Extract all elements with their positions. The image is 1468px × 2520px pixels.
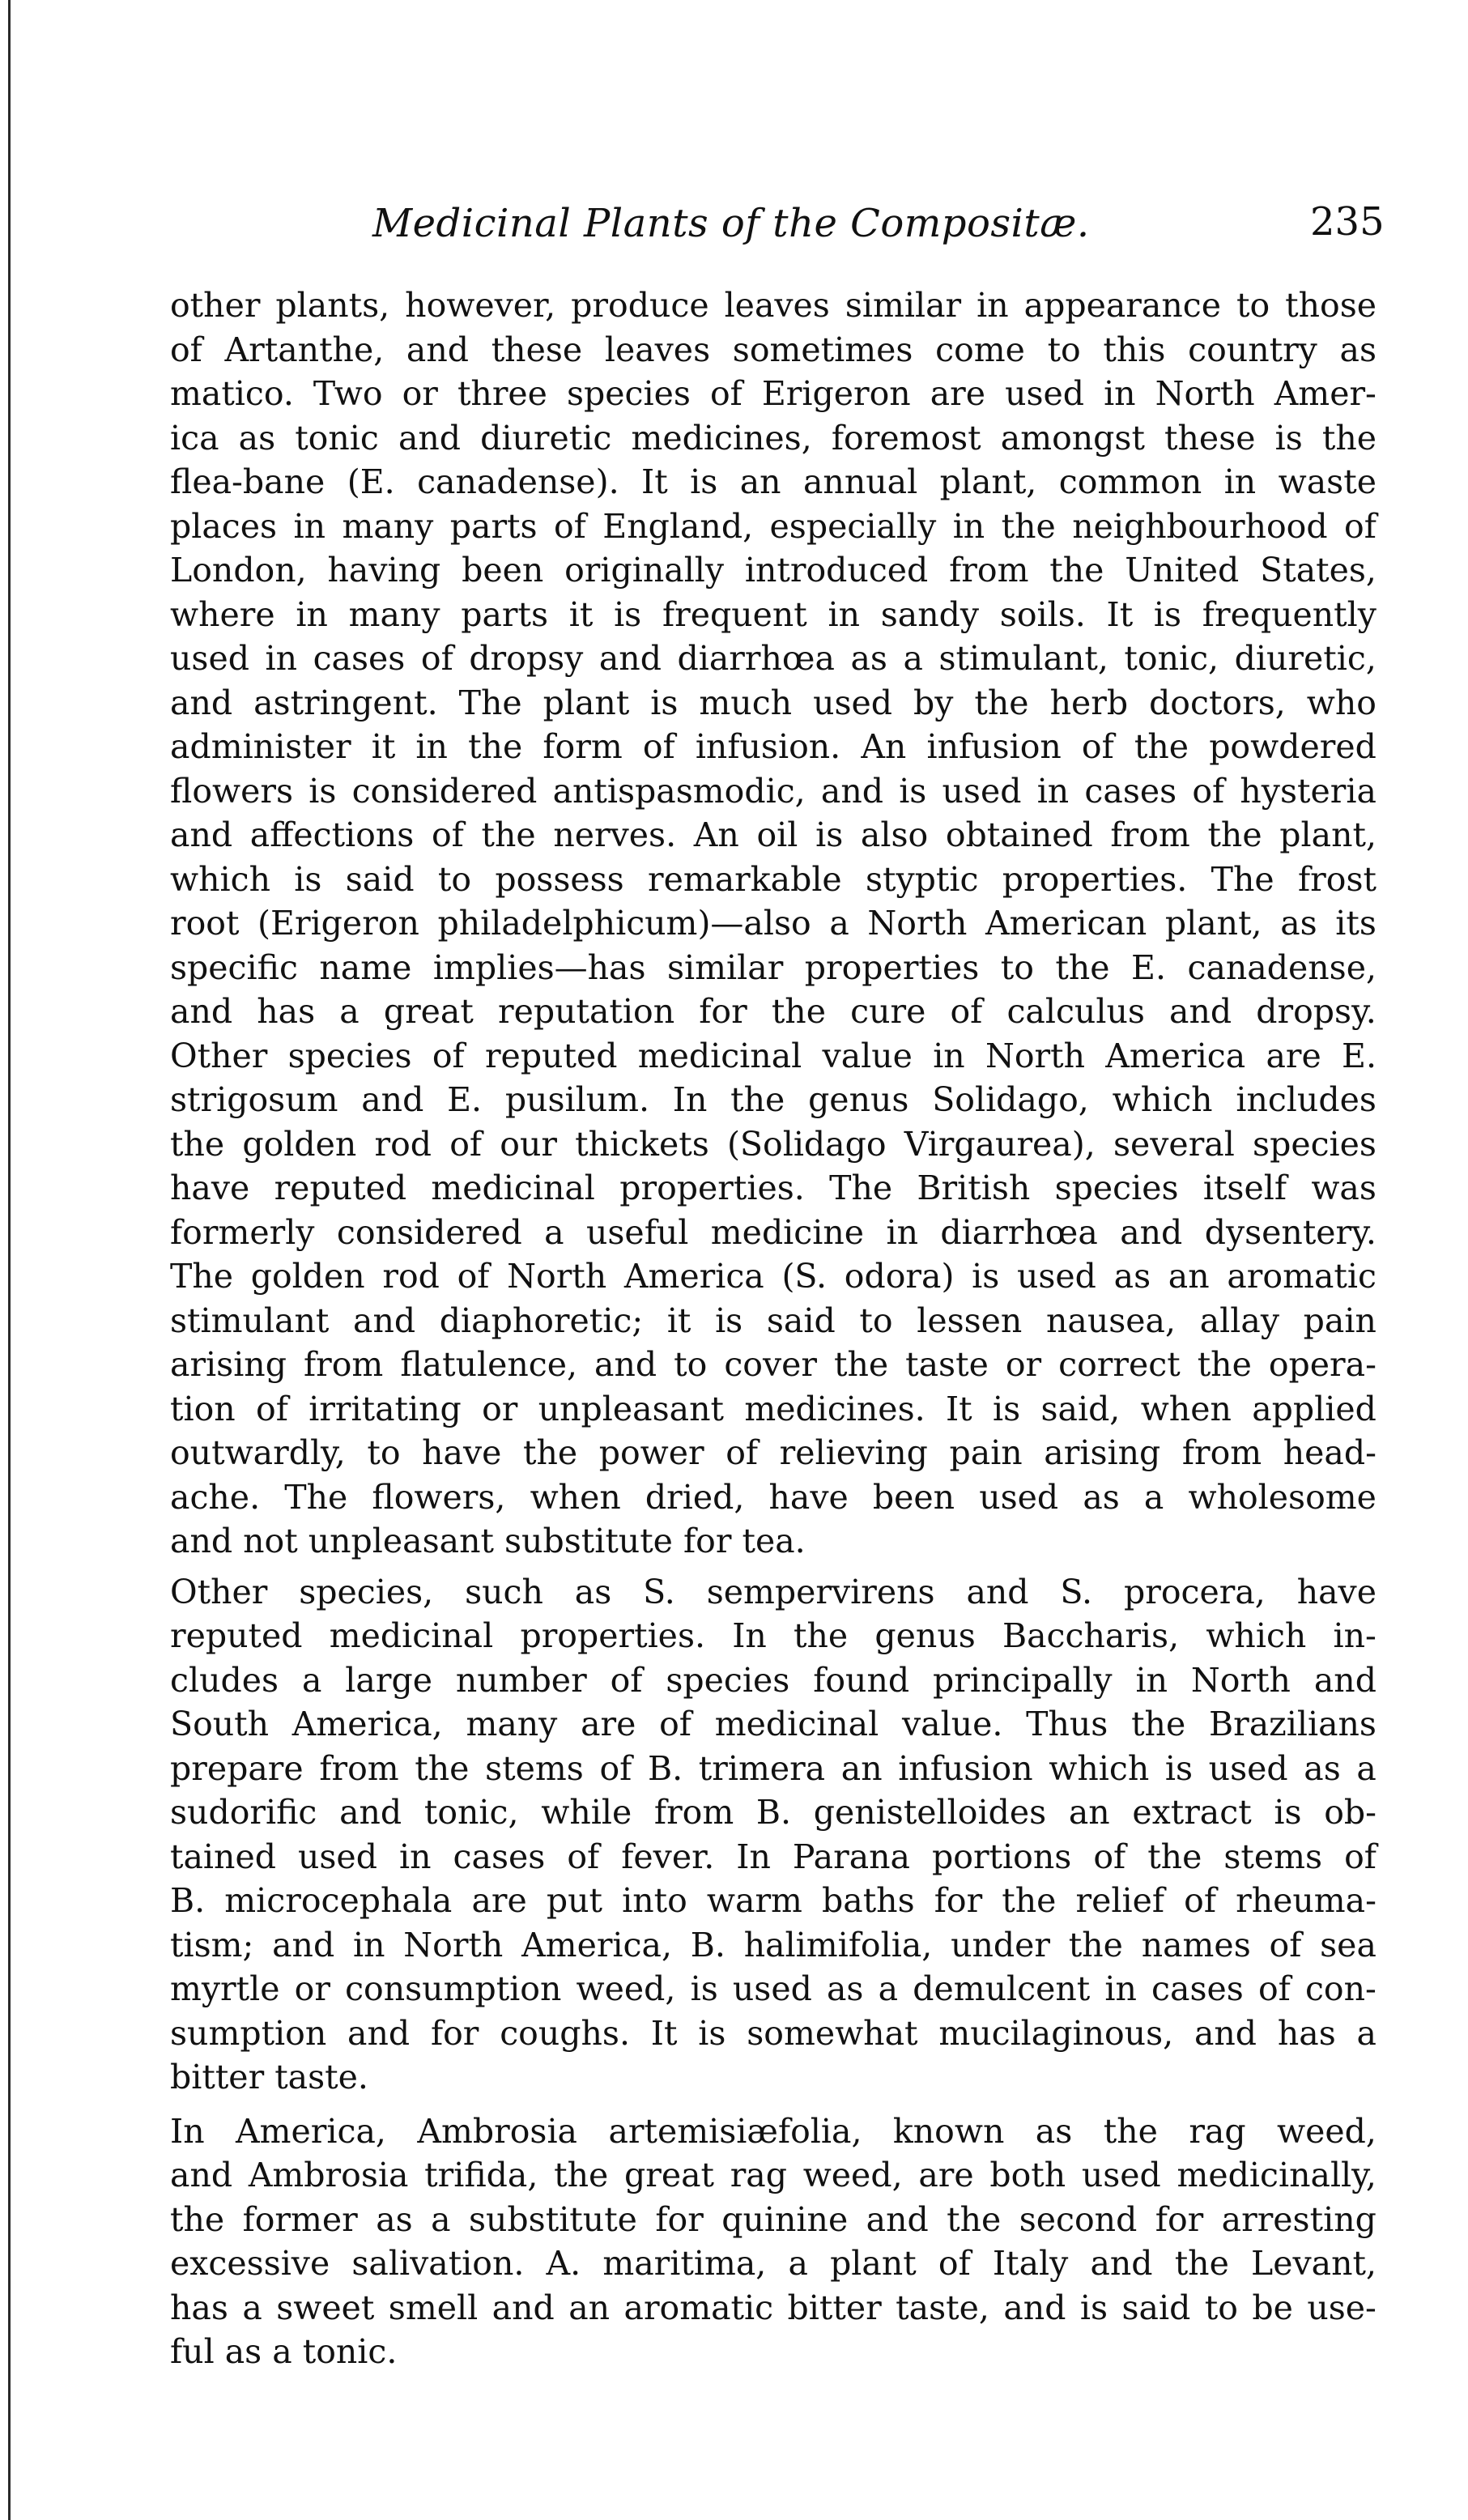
text-line: excessive salivation. A. maritima, a plant of Italy and the Levant, bbox=[170, 2244, 1377, 2283]
text-line: places in many parts of England, especially in the neighbourhood of bbox=[170, 506, 1377, 546]
text-line: Other species, such as S. sempervirens and S. procera, have bbox=[170, 1572, 1377, 1611]
text-line: administer it in the form of infusion. An infusion of the powdered bbox=[170, 727, 1377, 766]
text-line: cludes a large number of species found principally in North and bbox=[170, 1660, 1377, 1700]
paragraph bbox=[170, 1570, 1377, 2100]
paragraph bbox=[170, 283, 1377, 1564]
text-line: has a sweet smell and an aromatic bitter taste, and is said to be use- bbox=[170, 2288, 1377, 2327]
text-line: ache. The flowers, when dried, have been used as a wholesome bbox=[170, 1477, 1377, 1517]
running-title: Medicinal Plants of the Compositæ. bbox=[372, 201, 1090, 246]
text-line: flea-bane (E. canadense). It is an annual plant, common in waste bbox=[170, 462, 1377, 501]
text-line: tism; and in North America, B. halimifolia, under the names of sea bbox=[170, 1925, 1377, 1964]
text-line: of Artanthe, and these leaves sometimes come to this country as bbox=[170, 330, 1377, 369]
text-line: flowers is considered antispasmodic, and is used in cases of hysteria bbox=[170, 771, 1377, 811]
text-line: and affections of the nerves. An oil is also obtained from the plant, bbox=[170, 815, 1377, 854]
text-line: specific name implies—has similar properties to the E. canadense, bbox=[170, 947, 1377, 987]
text-line: and not unpleasant substitute for tea. bbox=[170, 1522, 806, 1560]
text-line: ful as a tonic. bbox=[170, 2332, 398, 2371]
text-line: myrtle or consumption weed, is used as a demulcent in cases of con- bbox=[170, 1969, 1377, 2008]
text-line: reputed medicinal properties. In the genus Baccharis, which in- bbox=[170, 1616, 1377, 1655]
text-line: formerly considered a useful medicine in diarrhœa and dysentery. bbox=[170, 1212, 1377, 1252]
text-line: stimulant and diaphoretic; it is said to lessen nausea, allay pain bbox=[170, 1300, 1377, 1340]
text-line: where in many parts it is frequent in sandy soils. It is frequently bbox=[170, 594, 1377, 634]
text-line: strigosum and E. pusilum. In the genus Solidago, which includes bbox=[170, 1080, 1377, 1119]
text-line: root (Erigeron philadelphicum)—also a North American plant, as its bbox=[170, 904, 1377, 943]
text-line: and astringent. The plant is much used by the herb doctors, who bbox=[170, 683, 1377, 722]
text-line: prepare from the stems of B. trimera an infusion which is used as a bbox=[170, 1748, 1377, 1788]
text-line: sumption and for coughs. It is somewhat mucilaginous, and has a bbox=[170, 2013, 1377, 2053]
text-line: and Ambrosia trifida, the great rag weed, are both used medicinally, bbox=[170, 2156, 1377, 2194]
page-number: 235 bbox=[1310, 199, 1385, 245]
text-line: tion of irritating or unpleasant medicines. It is said, when applied bbox=[170, 1389, 1377, 1428]
text-line: the former as a substitute for quinine and the second for arresting bbox=[170, 2199, 1377, 2239]
text-line: sudorific and tonic, while from B. genistelloides an extract is ob- bbox=[170, 1793, 1377, 1832]
text-line: and has a great reputation for the cure of calculus and dropsy. bbox=[170, 992, 1377, 1031]
text-line: tained used in cases of fever. In Parana portions of the stems of bbox=[170, 1837, 1377, 1876]
text-line: other plants, however, produce leaves similar in appearance to those bbox=[170, 286, 1377, 325]
text-line: which is said to possess remarkable styptic properties. The frost bbox=[170, 859, 1377, 899]
text-line: B. microcephala are put into warm baths for the relief of rheuma- bbox=[170, 1881, 1377, 1920]
text-line: matico. Two or three species of Erigeron are used in North Amer- bbox=[170, 374, 1377, 413]
text-line: arising from flatulence, and to cover the taste or correct the opera- bbox=[170, 1345, 1377, 1384]
body-text bbox=[170, 283, 1377, 2374]
text-line: outwardly, to have the power of relieving pain arising from head- bbox=[170, 1433, 1377, 1472]
paragraph bbox=[170, 2109, 1377, 2374]
text-line: ica as tonic and diuretic medicines, foremost amongst these is the bbox=[170, 418, 1377, 458]
text-line: used in cases of dropsy and diarrhœa as a stimulant, tonic, diuretic, bbox=[170, 639, 1377, 678]
text-line: Other species of reputed medicinal value in North America are E. bbox=[170, 1036, 1377, 1075]
text-line: London, having been originally introduced from the United States, bbox=[170, 551, 1377, 590]
text-line: The golden rod of North America (S. odora) is used as an aromatic bbox=[170, 1257, 1377, 1296]
text-line: the golden rod of our thickets (Solidago Virgaurea), several species bbox=[170, 1124, 1377, 1164]
text-line: have reputed medicinal properties. The British species itself was bbox=[170, 1168, 1377, 1207]
text-line: In America, Ambrosia artemisiæfolia, known as the rag weed, bbox=[170, 2111, 1377, 2151]
text-line: South America, many are of medicinal value. Thus the Brazilians bbox=[170, 1705, 1377, 1743]
page-edge-shadow bbox=[8, 0, 11, 2520]
text-line: bitter taste. bbox=[170, 2058, 368, 2096]
page-header bbox=[0, 194, 1468, 251]
